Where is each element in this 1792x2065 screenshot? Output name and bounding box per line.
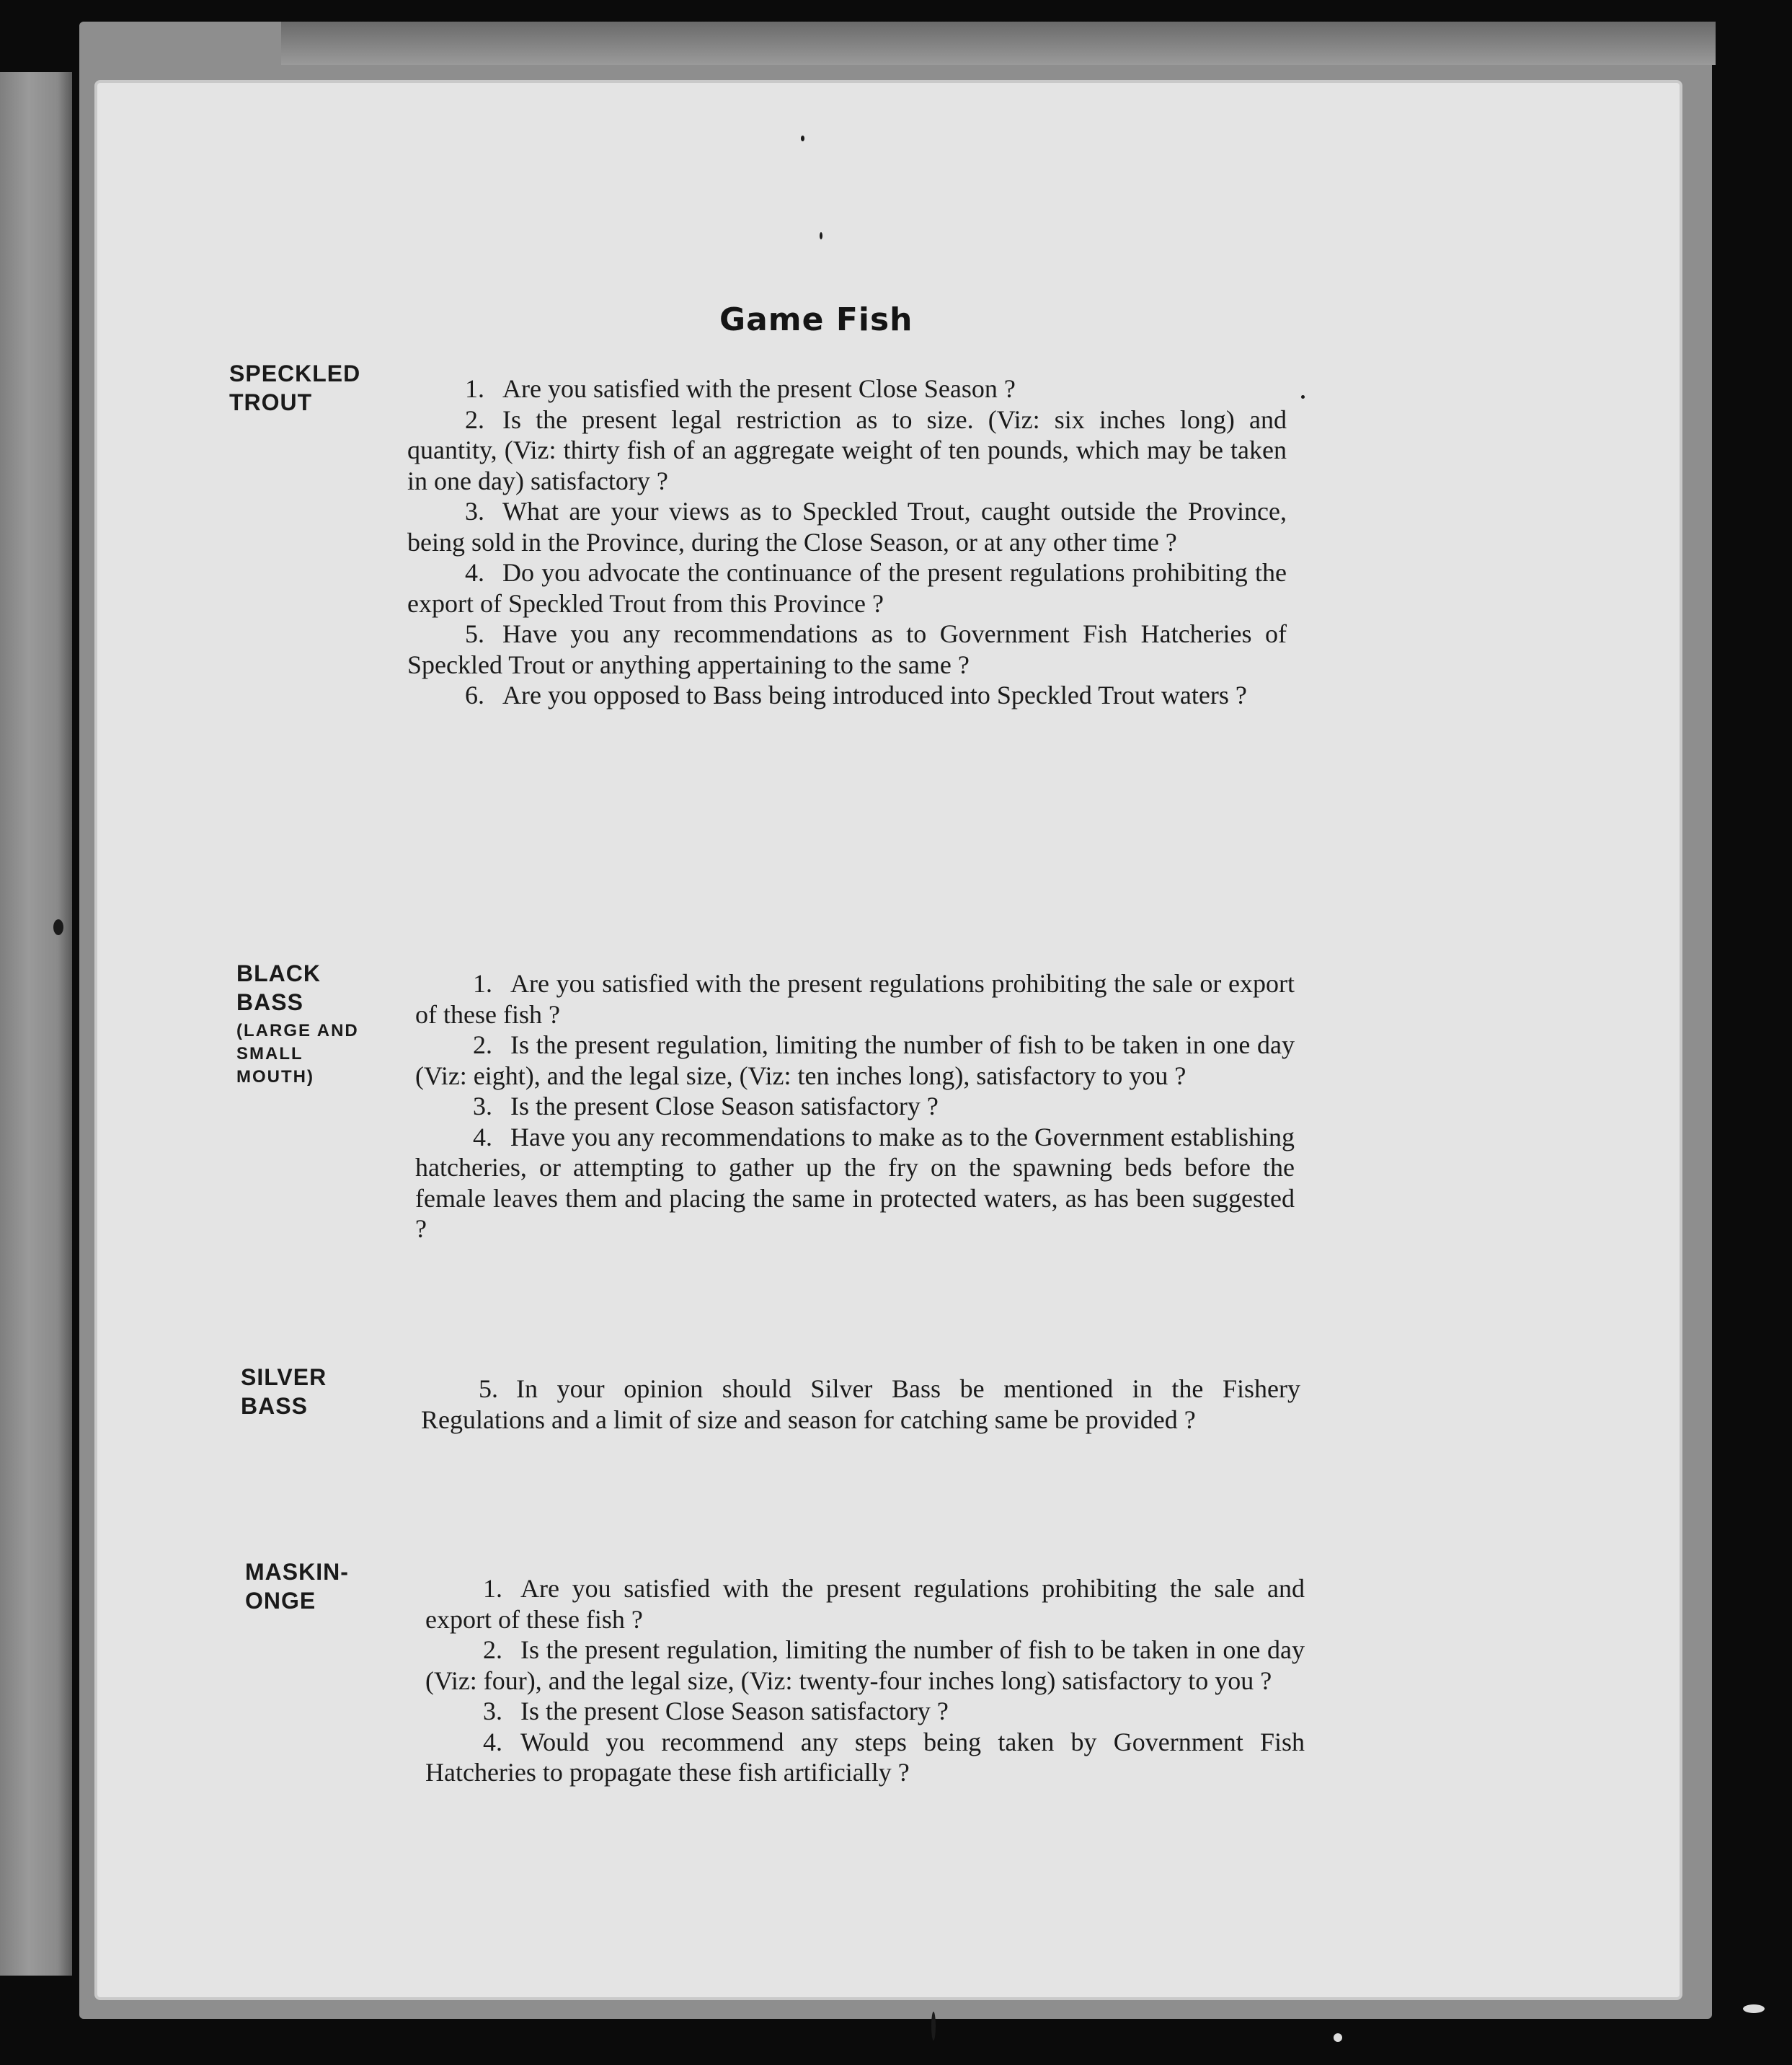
question-item: [425, 1573, 1305, 1635]
question-text: Do you advocate the continuance of the present regulations prohibiting the export of Speckled Trout from this Province ?: [407, 558, 1287, 618]
question-number: 3.: [483, 1697, 502, 1725]
question-number: 1.: [483, 1574, 502, 1603]
question-block-black-bass: [415, 968, 1295, 1244]
dust-speck: [1334, 2033, 1342, 2042]
question-text: Would you recommend any steps being taken by Government Fish Hatcheries to propagate these fish artificially ?: [425, 1727, 1305, 1787]
question-number: 3.: [473, 1092, 492, 1120]
section-label-maskinonge: [245, 1557, 349, 1615]
question-item: [407, 496, 1287, 557]
question-text: Are you opposed to Bass being introduced into Speckled Trout waters ?: [502, 681, 1247, 709]
cover-board-top-edge: [281, 22, 1716, 65]
question-number: 5.: [465, 619, 484, 648]
question-item: [407, 619, 1287, 680]
question-item: [415, 1122, 1295, 1244]
dust-speck: [801, 136, 804, 141]
question-item: [415, 968, 1295, 1030]
question-text: Are you satisfied with the present Close Season ?: [502, 374, 1016, 403]
question-block-maskinonge: [425, 1573, 1305, 1788]
question-number: 5.: [479, 1374, 498, 1403]
question-number: 2.: [465, 404, 484, 434]
question-number: 6.: [465, 681, 484, 709]
question-text: Is the present legal restriction as to size. (Viz: six inches long) and quantity, (Viz: thirty fish of an aggregate weight of ten pounds, which may be taken in one day) satisfactory ?: [407, 404, 1287, 495]
section-label-line: ONGE: [245, 1588, 316, 1614]
question-item: [407, 404, 1287, 497]
question-block-silver-bass: [421, 1374, 1300, 1435]
question-item: [425, 1696, 1305, 1727]
binder-strip: [0, 72, 72, 1976]
question-item: [421, 1374, 1300, 1435]
dust-speck: [53, 919, 63, 935]
question-text: Is the present regulation, limiting the number of fish to be taken in one day (Viz: four), and the legal size, (Viz: twenty-four inches long) satisfactory to you ?: [425, 1635, 1305, 1695]
question-text: Have you any recommendations to make as to the Government establishing hatcheries, or attempting to gather up the fry on the spawning beds before the female leaves them and placing the same in protected waters, as has been suggested ?: [415, 1122, 1295, 1243]
question-number: 4.: [465, 558, 484, 587]
question-number: 4.: [483, 1727, 502, 1756]
question-number: 3.: [465, 497, 484, 526]
question-block-speckled-trout: [407, 373, 1287, 711]
question-text: In your opinion should Silver Bass be mentioned in the Fishery Regulations and a limit of size and season for catching same be provided ?: [421, 1374, 1300, 1434]
section-label-line: TROUT: [229, 389, 313, 415]
question-text: What are your views as to Speckled Trout, caught outside the Province, being sold in the Province, during the Close Season, or at any other time ?: [407, 497, 1287, 557]
page-title: Game Fish: [719, 301, 913, 338]
question-item: [407, 373, 1287, 404]
question-item: [425, 1635, 1305, 1696]
question-text: Have you any recommendations as to Government Fish Hatcheries of Speckled Trout or anything appertaining to the same ?: [407, 619, 1287, 679]
dust-speck: [820, 232, 822, 239]
question-number: 1.: [473, 969, 492, 998]
section-label-line: MASKIN-: [245, 1559, 349, 1585]
section-label-black-bass: [236, 959, 321, 1017]
section-label-silver-bass: [241, 1363, 327, 1420]
question-item: [425, 1727, 1305, 1788]
question-item: [407, 680, 1287, 711]
section-label-speckled-trout: [229, 359, 360, 417]
question-number: 2.: [483, 1635, 502, 1664]
section-label-line: BLACK: [236, 960, 321, 986]
section-sublabel-line: SMALL: [236, 1044, 303, 1064]
question-item: [415, 1030, 1295, 1091]
question-text: Is the present Close Season satisfactory ?: [520, 1697, 949, 1725]
question-item: [407, 557, 1287, 619]
question-item: [415, 1091, 1295, 1122]
dust-speck: [931, 2012, 936, 2040]
question-text: Are you satisfied with the present regulations prohibiting the sale and export of these fish ?: [425, 1574, 1305, 1634]
section-sublabel-line: MOUTH): [236, 1067, 314, 1087]
section-label-line: BASS: [236, 989, 303, 1015]
question-number: 4.: [473, 1122, 492, 1151]
section-label-line: BASS: [241, 1393, 308, 1419]
section-sublabel-line: (LARGE AND: [236, 1021, 359, 1040]
section-label-line: SILVER: [241, 1364, 327, 1390]
dust-speck: [1743, 2004, 1765, 2013]
section-label-line: SPECKLED: [229, 361, 361, 386]
question-text: Is the present regulation, limiting the number of fish to be taken in one day (Viz: eight), and the legal size, (Viz: ten inches long), satisfactory to you ?: [415, 1030, 1295, 1090]
question-text: Are you satisfied with the present regulations prohibiting the sale or export of these fish ?: [415, 969, 1295, 1029]
question-number: 1.: [465, 374, 484, 403]
section-sublabel-black-bass: [236, 1020, 359, 1089]
question-number: 2.: [473, 1030, 492, 1059]
dust-speck: [1301, 395, 1305, 399]
question-text: Is the present Close Season satisfactory ?: [510, 1092, 939, 1120]
